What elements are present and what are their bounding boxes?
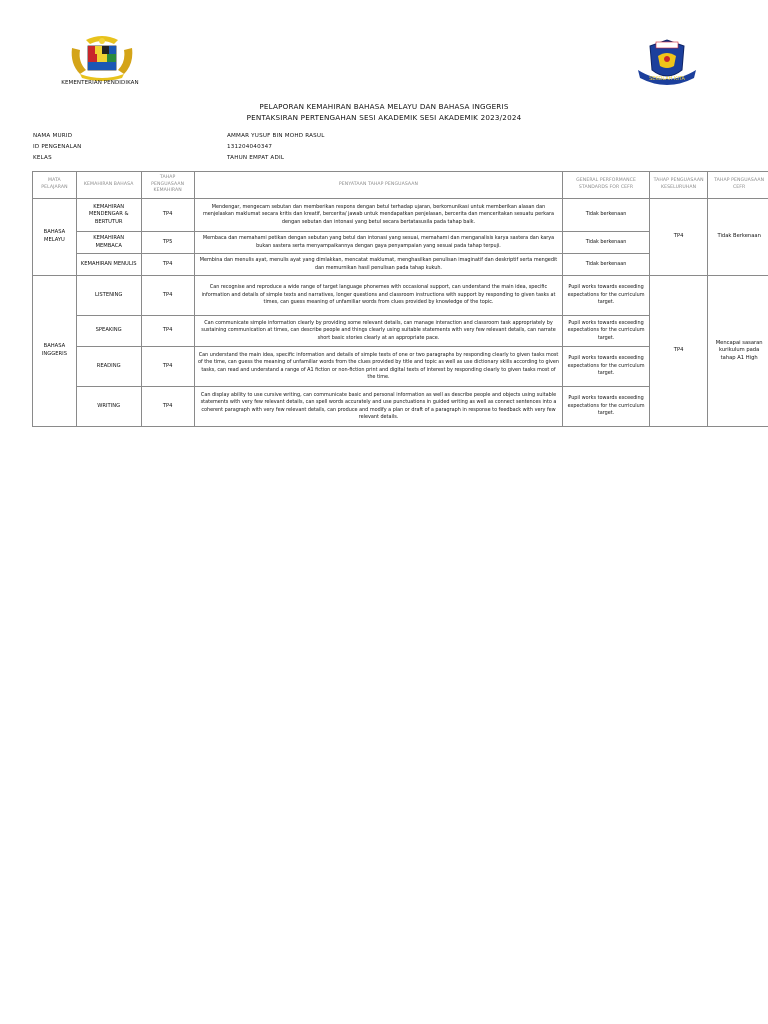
gps-cell: Pupil works towards exceeding expectations for the curriculum target.: [563, 347, 650, 387]
report-title-line1: PELAPORAN KEMAHIRAN BAHASA MELAYU DAN BAHASA INGGERIS: [259, 102, 509, 111]
subject-cell: BAHASA MELAYU: [33, 199, 77, 276]
student-class-value: TAHUN EMPAT ADIL: [227, 155, 285, 161]
tp-cell: TP4: [141, 254, 194, 276]
assessment-table: [32, 171, 768, 427]
statement-cell: Can understand the main idea, specific information and details of simple texts of one or two paragraphs by responding clearly to given tasks most of the time, can guess the meaning of unfamiliar words from the clues provided by title and topic as well as use dictionary skills according to given tasks, can read and understand a range of A1 fiction or non-fiction print and digital texts of interest by responding clearly to given tasks most of the time.: [194, 347, 562, 387]
skill-cell: KEMAHIRAN MENULIS: [76, 254, 141, 276]
student-name-label: NAMA MURID: [33, 133, 73, 139]
school-logo: [636, 36, 698, 88]
gps-cell: Tidak berkenaan: [563, 232, 650, 254]
student-id-value: 131204040347: [227, 144, 273, 150]
table-row: [33, 276, 768, 316]
header-skill-level: TAHAP PENGUASAAN KEMAHIRAN: [141, 172, 194, 199]
tp-cell: TP4: [141, 347, 194, 387]
statement-cell: Membaca dan memahami petikan dengan sebutan yang betul dan intonasi yang sesuai, memahami dan menganalisis karya sastera dan karya bukan sastera serta menyampaikannya dengan gaya penyampaian yang sesuai pada tahap terpuji.: [194, 232, 562, 254]
cefr-cell: Mencapai sasaran kurikulum pada tahap A1 High: [708, 276, 768, 427]
skill-cell: KEMAHIRAN MEMBACA: [76, 232, 141, 254]
overall-cell: TP4: [649, 199, 707, 276]
gps-cell: Pupil works towards exceeding expectations for the curriculum target.: [563, 316, 650, 347]
school-logo-text: SEKOLAH KITA: [649, 76, 685, 82]
table-row: [33, 199, 768, 232]
statement-cell: Mendengar, mengecam sebutan dan memberikan respons dengan betul terhadap ujaran, berkomunikasi untuk memberikan alasan dan menjelaskan maklumat secara kritis dan kreatif, bercerita/ jawab untuk mendapatkan penjelasan, bercerita dan menceritakan sesuatu perkara dengan sebutan dan intonasi yang betul secara bertatasusila pada tahap baik.: [194, 199, 562, 232]
subject-cell: BAHASA INGGERIS: [33, 276, 77, 427]
student-class-label: KELAS: [33, 155, 52, 161]
student-id-label: ID PENGENALAN: [33, 144, 82, 150]
header-skill: KEMAHIRAN BAHASA: [76, 172, 141, 199]
skill-cell: LISTENING: [76, 276, 141, 316]
gps-cell: Tidak berkenaan: [563, 254, 650, 276]
statement-cell: Can communicate simple information clearly by providing some relevant details, can manage interaction and classroom task appropriately by sustaining communication at times, can describe people and things clearly using suitable statements with very few relevant details, can narrate short basic stories clearly at an appropriate pace.: [194, 316, 562, 347]
header-cefr-level: TAHAP PENGUASAAN CEFR: [708, 172, 768, 199]
ministry-name: KEMENTERIAN PENDIDIKAN: [61, 80, 139, 86]
tp-cell: TP4: [141, 316, 194, 347]
statement-cell: Membina dan menulis ayat, menulis ayat yang dimlakkan, mencatat maklumat, menghasilkan penulisan imaginatif dan deskriptif serta mengedit dan memurnikan hasil penulisan pada tahap kukuh.: [194, 254, 562, 276]
statement-cell: Can display ability to use cursive writing, can communicate basic and personal information as well as describe people and objects using suitable statements with very few relevant details, can spell words accurately and use punctuations in guided writing as well as connect sentences into a coherent paragraph with very few relevant details, can produce and modify a plan or draft of a paragraph in response to feedback with very few relevant details.: [194, 387, 562, 427]
table-header-row: [33, 172, 768, 199]
skill-cell: SPEAKING: [76, 316, 141, 347]
cefr-cell: Tidak Berkenaan: [708, 199, 768, 276]
gps-cell: Pupil works towards exceeding expectations for the curriculum target.: [563, 276, 650, 316]
tp-cell: TP4: [141, 199, 194, 232]
coat-of-arms-logo: [66, 34, 138, 84]
overall-cell: TP4: [649, 276, 707, 427]
student-name-value: AMMAR YUSUF BIN MOHD RASUL: [227, 133, 325, 139]
header-cefr-standards: GENERAL PERFORMANCE STANDARDS FOR CEFR: [563, 172, 650, 199]
statement-cell: Can recognise and reproduce a wide range of target language phonemes with occasional support, can understand the main idea, specific information and details of simple texts and narratives, longer questions and classroom instructions with support by responding to given tasks at times, can guess meaning of unfamiliar words from clues provided by knowledge of the topic.: [194, 276, 562, 316]
header-overall-level: TAHAP PENGUASAAN KESELURUHAN: [649, 172, 707, 199]
tp-cell: TP4: [141, 387, 194, 427]
tp-cell: TP5: [141, 232, 194, 254]
tp-cell: TP4: [141, 276, 194, 316]
header-level-statement: PENYATAAN TAHAP PENGUASAAN: [194, 172, 562, 199]
header-subject: MATA PELAJARAN: [33, 172, 77, 199]
skill-cell: WRITING: [76, 387, 141, 427]
gps-cell: Pupil works towards exceeding expectations for the curriculum target.: [563, 387, 650, 427]
skill-cell: KEMAHIRAN MENDENGAR & BERTUTUR: [76, 199, 141, 232]
report-title-line2: PENTAKSIRAN PERTENGAHAN SESI AKADEMIK SESI AKADEMIK 2023/2024: [246, 113, 522, 122]
skill-cell: READING: [76, 347, 141, 387]
gps-cell: Tidak berkenaan: [563, 199, 650, 232]
